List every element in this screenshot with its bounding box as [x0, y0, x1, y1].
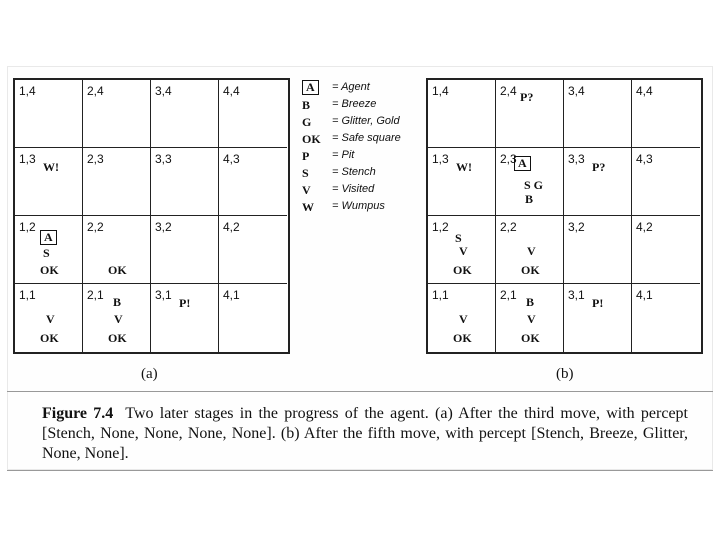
cell-coordinate: 2,1: [87, 288, 104, 302]
grid-cell-3-3: [564, 148, 632, 216]
cell-coordinate: 2,2: [87, 220, 104, 234]
cell-coordinate: 1,2: [19, 220, 36, 234]
legend-item: [302, 114, 422, 131]
legend-text: = Safe square: [332, 132, 401, 144]
legend-item: [302, 199, 422, 216]
cell-coordinate: 2,2: [500, 220, 517, 234]
cell-marker: B: [526, 295, 535, 309]
legend-symbol: W: [302, 200, 314, 214]
figure-caption-text: Two later stages in the progress of the agent. (a) After the third move, with percept [Stench, None, None, None, None]. (b) After the fifth move, with percept [Stench, Breeze, Glitter, None, None].: [42, 405, 689, 462]
cell-marker: P!: [592, 296, 604, 310]
legend-symbol: A: [302, 80, 319, 95]
legend: [302, 80, 422, 216]
cell-marker: OK: [521, 331, 540, 345]
cell-marker: OK: [453, 263, 472, 277]
caption-rule-bottom: [7, 470, 713, 471]
grid-cell-4-3: [219, 148, 287, 216]
agent-marker: A: [514, 156, 531, 171]
cell-coordinate: 4,4: [636, 84, 653, 98]
grid-cell-2-2: [83, 216, 151, 284]
cell-coordinate: 3,1: [568, 288, 585, 302]
cell-coordinate: 4,4: [223, 84, 240, 98]
legend-text: = Breeze: [332, 98, 377, 110]
grid-b: [426, 78, 703, 354]
grid-cell-3-1: [564, 284, 632, 352]
cell-coordinate: 3,4: [155, 84, 172, 98]
grid-cell-1-3: [15, 148, 83, 216]
grid-cell-4-4: [219, 80, 287, 148]
legend-text: = Pit: [332, 149, 355, 161]
cell-marker: W!: [43, 160, 59, 174]
grid-cell-4-3: [632, 148, 700, 216]
cell-marker: OK: [521, 263, 540, 277]
agent-marker: A: [40, 230, 57, 245]
grid-cell-1-4: [15, 80, 83, 148]
legend-item: [302, 97, 422, 114]
cell-coordinate: 1,3: [432, 152, 449, 166]
grid-cell-1-2: [428, 216, 496, 284]
cell-coordinate: 1,4: [19, 84, 36, 98]
grid-cell-1-2: [15, 216, 83, 284]
grid-cell-2-1: [496, 284, 564, 352]
grid-cell-4-1: [219, 284, 287, 352]
cell-marker: OK: [108, 331, 127, 345]
grid-a: [13, 78, 290, 354]
cell-marker: V: [46, 312, 55, 326]
cell-marker: OK: [40, 263, 59, 277]
cell-coordinate: 2,3: [500, 152, 517, 166]
figure-label: Figure 7.4: [42, 405, 114, 422]
cell-coordinate: 1,4: [432, 84, 449, 98]
legend-symbol: V: [302, 183, 311, 197]
cell-marker: V: [459, 244, 468, 258]
legend-text: = Agent: [332, 81, 370, 93]
cell-coordinate: 4,3: [636, 152, 653, 166]
cell-coordinate: 3,1: [155, 288, 172, 302]
cell-coordinate: 4,1: [223, 288, 240, 302]
figure-caption: [42, 404, 688, 464]
cell-marker: S: [43, 246, 50, 260]
grid-cell-1-4: [428, 80, 496, 148]
grid-cell-3-4: [564, 80, 632, 148]
grid-cell-3-4: [151, 80, 219, 148]
legend-item: [302, 131, 422, 148]
cell-coordinate: 3,2: [155, 220, 172, 234]
legend-item: [302, 182, 422, 199]
grid-cell-1-1: [15, 284, 83, 352]
cell-coordinate: 3,2: [568, 220, 585, 234]
cell-coordinate: 1,2: [432, 220, 449, 234]
legend-text: = Stench: [332, 166, 376, 178]
legend-symbol: P: [302, 149, 310, 163]
legend-text: = Wumpus: [332, 200, 385, 212]
cell-marker: V: [459, 312, 468, 326]
cell-coordinate: 3,4: [568, 84, 585, 98]
cell-marker: P!: [179, 296, 191, 310]
cell-marker: V: [114, 312, 123, 326]
legend-item: [302, 148, 422, 165]
grid-cell-3-3: [151, 148, 219, 216]
cell-marker: B: [113, 295, 122, 309]
caption-rule-top: [7, 391, 713, 392]
cell-coordinate: 2,4: [87, 84, 104, 98]
cell-coordinate: 4,2: [223, 220, 240, 234]
cell-marker: W!: [456, 160, 472, 174]
grid-cell-4-4: [632, 80, 700, 148]
grid-cell-1-1: [428, 284, 496, 352]
legend-text: = Visited: [332, 183, 375, 195]
cell-marker: V: [527, 312, 536, 326]
cell-coordinate: 3,3: [568, 152, 585, 166]
subcaption-a: (a): [141, 366, 158, 382]
cell-marker: P?: [520, 90, 534, 104]
grid-cell-4-2: [632, 216, 700, 284]
cell-marker: OK: [40, 331, 59, 345]
cell-coordinate: 4,3: [223, 152, 240, 166]
legend-symbol: OK: [302, 132, 321, 146]
legend-text: = Glitter, Gold: [332, 115, 400, 127]
grid-cell-1-3: [428, 148, 496, 216]
cell-marker: S: [455, 231, 462, 245]
grid-cell-2-3: [496, 148, 564, 216]
cell-marker: OK: [453, 331, 472, 345]
legend-item: [302, 165, 422, 182]
grid-cell-4-2: [219, 216, 287, 284]
cell-marker: S G: [524, 178, 544, 192]
cell-coordinate: 2,1: [500, 288, 517, 302]
grid-cell-4-1: [632, 284, 700, 352]
legend-symbol: S: [302, 166, 309, 180]
cell-coordinate: 4,2: [636, 220, 653, 234]
subcaption-b: (b): [556, 366, 574, 382]
grid-cell-3-2: [151, 216, 219, 284]
grid-cell-2-4: [83, 80, 151, 148]
cell-coordinate: 1,1: [432, 288, 449, 302]
cell-coordinate: 3,3: [155, 152, 172, 166]
cell-coordinate: 1,3: [19, 152, 36, 166]
grid-cell-2-3: [83, 148, 151, 216]
cell-marker: P?: [592, 160, 606, 174]
cell-marker: B: [525, 192, 534, 206]
cell-coordinate: 2,4: [500, 84, 517, 98]
grid-cell-3-2: [564, 216, 632, 284]
legend-item: [302, 80, 422, 97]
grid-cell-2-1: [83, 284, 151, 352]
cell-marker: OK: [108, 263, 127, 277]
cell-coordinate: 2,3: [87, 152, 104, 166]
cell-marker: V: [527, 244, 536, 258]
grid-cell-3-1: [151, 284, 219, 352]
cell-coordinate: 1,1: [19, 288, 36, 302]
grid-cell-2-2: [496, 216, 564, 284]
legend-symbol: G: [302, 115, 312, 129]
grid-cell-2-4: [496, 80, 564, 148]
legend-symbol: B: [302, 98, 311, 112]
cell-coordinate: 4,1: [636, 288, 653, 302]
